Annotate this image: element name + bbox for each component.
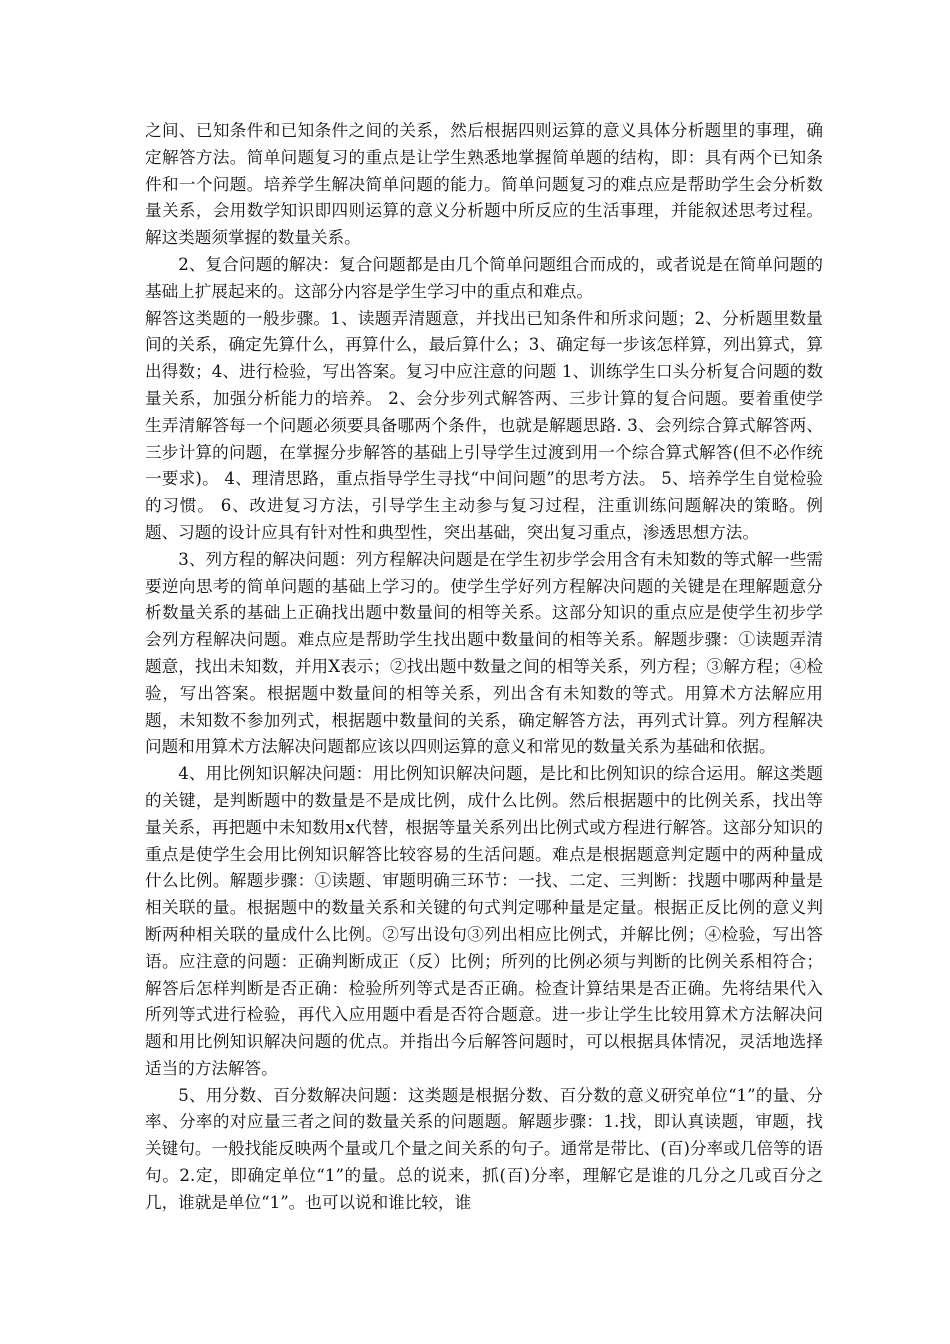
paragraph-proportion-problems: 4、用比例知识解决问题：用比例知识解决问题，是比和比例知识的综合运用。解这类题的关键，是判断题中的数量是不是成比例，成什么比例。然后根据题中的比例关系，找出等量关系，再把题中未知数用x代替，根据等量关系列出比例式或方程进行解答。这部分知识的重点是使学生会用比例知识解答比较容易的生活问题。难点是根据题意判定题中的两种量成什么比例。解题步骤：①读题、审题明确三环节：一找、二定、三判断：找题中哪两种量是相关联的量。根据题中的数量关系和关键的句式判定哪种量是定量。根据正反比例的意义判断两种相关联的量成什么比例。②写出设句③列出相应比例式，并解比例；④检验，写出答语。应注意的问题：正确判断成正（反）比例；所列的比例必须与判断的比例关系相符合；解答后怎样判断是否正确：检验所列等式是否正确。检查计算结果是否正确。先将结果代入所列等式进行检验，再代入应用题中看是否符合题意。进一步让学生比较用算术方法解决问题和用比例知识解决问题的优点。并指出今后解答问题时，可以根据具体情况，灵活地选择适当的方法解答。: [145, 764, 823, 1078]
paragraph-solving-steps: 解答这类题的一般步骤。1、读题弄清题意，并找出已知条件和所求问题；2、分析题里数量间的关系，确定先算什么，再算什么，最后算什么；3、确定每一步该怎样算，列出算式，算出得数；4、进行检验，写出答案。复习中应注意的问题 1、训练学生口头分析复合问题的数量关系，加强分析能力的培养。 2、会分步列式解答两、三步计算的复合问题。要着重使学生弄清解答每一个问题必须要具备哪两个条件，也就是解题思路. 3、会列综合算式解答两、三步计算的问题，在掌握分步解答的基础上引导学生过渡到用一个综合算式解答(但不必作统一要求)。 4、理清思路，重点指导学生寻找“中间问题”的思考方法。 5、培养学生自觉检验的习惯。 6、改进复习方法，引导学生主动参与复习过程，注重训练问题解决的策略。例题、习题的设计应具有针对性和典型性，突出基础，突出复习重点，渗透思想方法。: [145, 308, 823, 542]
paragraph-composite-problems: 2、复合问题的解决：复合问题都是由几个简单问题组合而成的，或者说是在简单问题的基础上扩展起来的。这部分内容是学生学习中的重点和难点。: [145, 254, 823, 301]
paragraph-equation-problems: 3、列方程的解决问题：列方程解决问题是在学生初步学会用含有未知数的等式解一些需要逆向思考的简单问题的基础上学习的。使学生学好列方程解决问题的关键是在理解题意分析数量关系的基础上正确找出题中数量间的相等关系。这部分知识的重点应是使学生初步学会列方程解决问题。难点应是帮助学生找出题中数量间的相等关系。解题步骤：①读题弄清题意，找出未知数，并用X表示；②找出题中数量之间的相等关系，列方程；③解方程；④检验，写出答案。根据题中数量间的相等关系，列出含有未知数的等式。用算术方法解应用题，未知数不参加列式，根据题中数量间的关系，确定解答方法，再列式计算。列方程解决问题和用算术方法解决问题都应该以四则运算的意义和常见的数量关系为基础和依据。: [145, 549, 823, 757]
paragraph-fraction-problems: 5、用分数、百分数解决问题：这类题是根据分数、百分数的意义研究单位“1”的量、分率、分率的对应量三者之间的数量关系的问题题。解题步骤：1.找，即认真读题，审题，找关键句。一般找能反映两个量或几个量之间关系的句子。通常是带比、(百)分率或几倍等的语句。2.定，即确定单位“1”的量。总的说来，抓(百)分率，理解它是谁的几分之几或百分之几，谁就是单位“1”。也可以说和谁比较，谁: [145, 1085, 823, 1212]
paragraph-continuation: 之间、已知条件和已知条件之间的关系，然后根据四则运算的意义具体分析题里的事理，确定解答方法。简单问题复习的重点是让学生熟悉地掌握简单题的结构，即：具有两个已知条件和一个问题。培养学生解决简单问题的能力。简单问题复习的难点应是帮助学生会分析数量关系，会用数学知识即四则运算的意义分析题中所反应的生活事理，并能叙述思考过程。解这类题须掌握的数量关系。: [145, 121, 823, 248]
document-body: [145, 118, 823, 1217]
